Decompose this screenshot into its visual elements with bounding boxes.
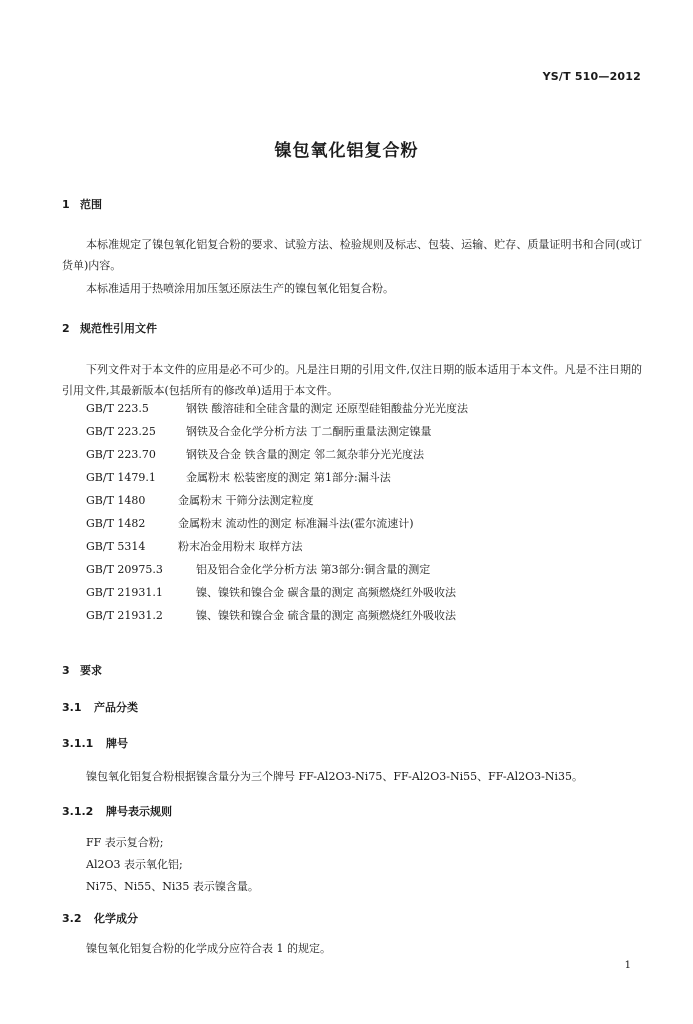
subsection-heading-product-class xyxy=(62,701,138,715)
reference-title: 镍、镍铁和镍合金 碳含量的测定 高频燃烧红外吸收法 xyxy=(196,586,456,599)
separator: 、 xyxy=(477,770,489,783)
reference-title: 钢铁及合金化学分析方法 丁二酮肟重量法测定镍量 xyxy=(186,425,432,438)
grade-rule-ni: Ni75、Ni55、Ni35 表示镍含量。 xyxy=(86,880,259,893)
reference-item xyxy=(86,448,468,471)
reference-title: 金属粉末 松装密度的测定 第1部分:漏斗法 xyxy=(186,471,391,484)
section-heading-normative-refs xyxy=(62,322,157,336)
subsection-heading-chemical xyxy=(62,912,138,926)
reference-code: GB/T 5314 xyxy=(86,540,146,553)
section-number: 2 xyxy=(62,322,70,335)
reference-code: GB/T 1482 xyxy=(86,517,146,530)
section-heading-scope xyxy=(62,198,102,212)
grade-2: FF-Al2O3-Ni55 xyxy=(393,770,478,783)
normative-refs-intro: 下列文件对于本文件的应用是必不可少的。凡是注日期的引用文件,仅注日期的版本适用于本文件。凡是不注日期的引用文件,其最新版本(包括所有的修改单)适用于本文件。 xyxy=(62,363,642,397)
subsection-heading-grade xyxy=(62,737,128,751)
grade-text-prefix: 镍包氧化铝复合粉根据镍含量分为三个牌号 xyxy=(86,770,299,783)
separator: 、 xyxy=(382,770,394,783)
reference-code: GB/T 223.5 xyxy=(86,402,149,415)
scope-paragraph-1: 本标准规定了镍包氧化铝复合粉的要求、试验方法、检验规则及标志、包装、运输、贮存、质量证明书和合同(或订货单)内容。 xyxy=(62,238,642,272)
reference-title: 钢铁及合金 铁含量的测定 邻二氮杂菲分光光度法 xyxy=(186,448,424,461)
section-number: 3.1.2 xyxy=(62,805,94,818)
section-number: 3.2 xyxy=(62,912,82,925)
section-number: 3.1.1 xyxy=(62,737,94,750)
chemical-paragraph: 镍包氧化铝复合粉的化学成分应符合表 1 的规定。 xyxy=(86,942,331,955)
section-title: 牌号表示规则 xyxy=(106,805,172,818)
reference-code: GB/T 1480 xyxy=(86,494,146,507)
grade-rule-al2o3 xyxy=(86,858,183,872)
reference-code: GB/T 223.70 xyxy=(86,448,156,461)
reference-item xyxy=(86,540,468,563)
reference-title: 金属粉末 流动性的测定 标准漏斗法(霍尔流速计) xyxy=(178,517,414,530)
section-number: 1 xyxy=(62,198,70,211)
grade-rule-text: 表示氧化铝; xyxy=(120,858,183,871)
reference-item xyxy=(86,494,468,517)
grade-1: FF-Al2O3-Ni75 xyxy=(298,770,383,783)
reference-title: 铝及铝合金化学分析方法 第3部分:铜含量的测定 xyxy=(196,563,431,576)
section-title: 要求 xyxy=(80,664,102,677)
section-heading-requirements xyxy=(62,664,102,678)
section-title: 范围 xyxy=(80,198,102,211)
reference-code: GB/T 20975.3 xyxy=(86,563,163,576)
document-title: 镍包氧化铝复合粉 xyxy=(274,141,419,161)
reference-item xyxy=(86,609,468,632)
reference-list xyxy=(86,402,468,632)
reference-item xyxy=(86,586,468,609)
standard-number: YS/T 510—2012 xyxy=(542,70,641,83)
grade-text-suffix: 。 xyxy=(571,770,583,783)
page-number: 1 xyxy=(624,960,631,971)
reference-item xyxy=(86,517,468,540)
section-title: 产品分类 xyxy=(94,701,138,714)
section-title: 化学成分 xyxy=(94,912,138,925)
reference-code: GB/T 223.25 xyxy=(86,425,156,438)
reference-title: 钢铁 酸溶硅和全硅含量的测定 还原型硅钼酸盐分光光度法 xyxy=(186,402,468,415)
section-title: 规范性引用文件 xyxy=(80,322,157,335)
reference-code: GB/T 1479.1 xyxy=(86,471,156,484)
reference-item xyxy=(86,425,468,448)
grade-paragraph xyxy=(86,770,583,784)
grade-3: FF-Al2O3-Ni35 xyxy=(488,770,572,783)
reference-title: 金属粉末 干筛分法测定粒度 xyxy=(178,494,314,507)
reference-title: 粉末冶金用粉末 取样方法 xyxy=(178,540,303,553)
reference-code: GB/T 21931.2 xyxy=(86,609,163,622)
section-number: 3.1 xyxy=(62,701,82,714)
alumina-formula: Al2O3 xyxy=(86,858,121,871)
reference-item xyxy=(86,471,468,494)
section-number: 3 xyxy=(62,664,70,677)
section-title: 牌号 xyxy=(106,737,128,750)
reference-item xyxy=(86,563,468,586)
subsection-heading-grade-rules xyxy=(62,805,172,819)
reference-code: GB/T 21931.1 xyxy=(86,586,163,599)
reference-item xyxy=(86,402,468,425)
grade-rule-ff: FF 表示复合粉; xyxy=(86,836,164,849)
scope-paragraph-2: 本标准适用于热喷涂用加压氢还原法生产的镍包氧化铝复合粉。 xyxy=(86,282,394,295)
reference-title: 镍、镍铁和镍合金 硫含量的测定 高频燃烧红外吸收法 xyxy=(196,609,456,622)
